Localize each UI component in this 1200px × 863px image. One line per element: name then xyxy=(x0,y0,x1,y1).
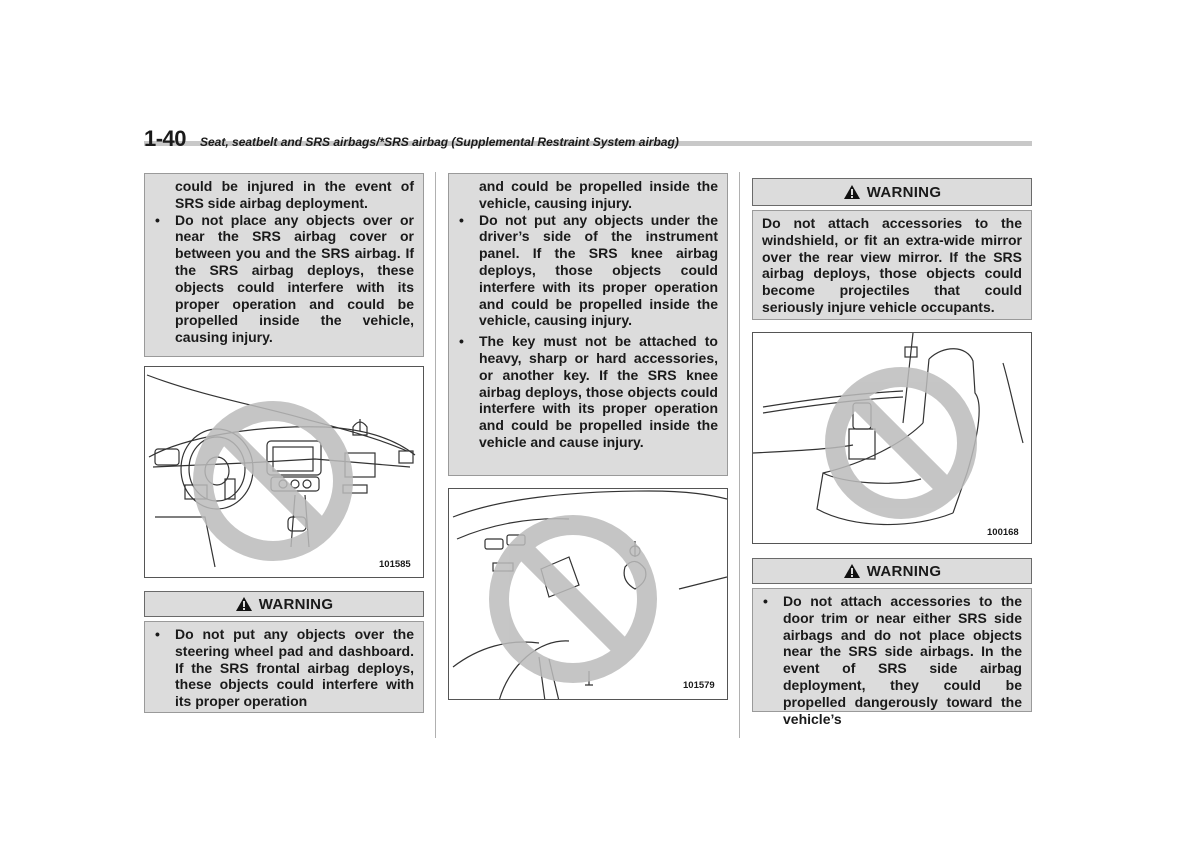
bullet-list xyxy=(145,212,414,346)
caution-box-2 xyxy=(448,173,728,476)
warning-header-3 xyxy=(752,558,1032,584)
warning-label: WARNING xyxy=(258,595,334,613)
warning-box-2 xyxy=(752,210,1032,320)
bullet-list xyxy=(449,212,718,451)
section-title: Seat, seatbelt and SRS airbags/*SRS airbag (Supplemental Restraint System airbag) xyxy=(200,135,679,149)
warning-triangle-icon xyxy=(843,563,861,579)
warning-label: WARNING xyxy=(866,183,942,201)
list-item: • Do not place any objects over or near the SRS airbag cover or between you and the SRS airbag. If the SRS airbag deploys, these objects could interfere with its proper operation and could be propelled inside the vehicle, causing injury. xyxy=(145,212,414,346)
seat-illustration xyxy=(753,333,1032,544)
warning-box-3 xyxy=(752,588,1032,727)
dashboard-illustration xyxy=(145,367,424,578)
prohibition-symbol xyxy=(499,525,647,673)
bullet-list xyxy=(145,622,423,714)
list-item: • Do not attach accessories to the door trim or near either SRS side airbags and do not place objects near the SRS side airbags. In the event of SRS side airbag deployment, they could be propelled dangerously toward the vehicle’s xyxy=(753,593,1022,727)
list-item: • Do not put any objects under the driver’s side of the instrument panel. If the SRS knee airbag deploys, those objects could interfere with its proper operation and could be propelled inside the vehicle, causing injury. xyxy=(449,212,718,330)
figure-dashboard xyxy=(144,366,424,578)
warning-triangle-icon xyxy=(235,596,253,612)
continuation-text: could be injured in the event of SRS side airbag deployment. xyxy=(175,178,414,211)
figure-knee-area xyxy=(448,488,728,700)
figure-number: 101579 xyxy=(683,680,715,691)
prohibition-symbol xyxy=(203,411,343,551)
column-divider-1 xyxy=(435,172,436,738)
page-header xyxy=(144,126,1034,152)
knee-area-illustration xyxy=(449,489,728,700)
list-item: • The key must not be attached to heavy, sharp or hard accessories, or another key. If the SRS knee airbag deploys, those objects could interfere with its proper operation and could be propelled inside the vehicle and cause injury. xyxy=(449,333,718,451)
figure-number: 100168 xyxy=(987,527,1019,538)
warning-header-2 xyxy=(752,178,1032,206)
figure-number: 101585 xyxy=(379,559,411,570)
warning-box-1 xyxy=(144,621,424,713)
caution-box-1 xyxy=(144,173,424,357)
continuation-text: and could be propelled inside the vehicle, causing injury. xyxy=(479,178,718,211)
bullet-list xyxy=(753,589,1031,731)
warning-header-1 xyxy=(144,591,424,617)
warning-label: WARNING xyxy=(866,562,942,580)
page-number: 1-40 xyxy=(144,126,187,151)
warning-triangle-icon xyxy=(843,184,861,200)
column-divider-2 xyxy=(739,172,740,738)
list-item: • Do not put any objects over the steering wheel pad and dashboard. If the SRS frontal airbag deploys, these objects could interfere with its proper operation xyxy=(145,626,414,710)
figure-seat xyxy=(752,332,1032,544)
warning-text: Do not attach accessories to the windshield, or fit an extra-wide mirror over the rear view mirror. If the SRS airbag deploys, those objects could become projectiles that could seriously injure vehicle occupants. xyxy=(762,215,1022,315)
